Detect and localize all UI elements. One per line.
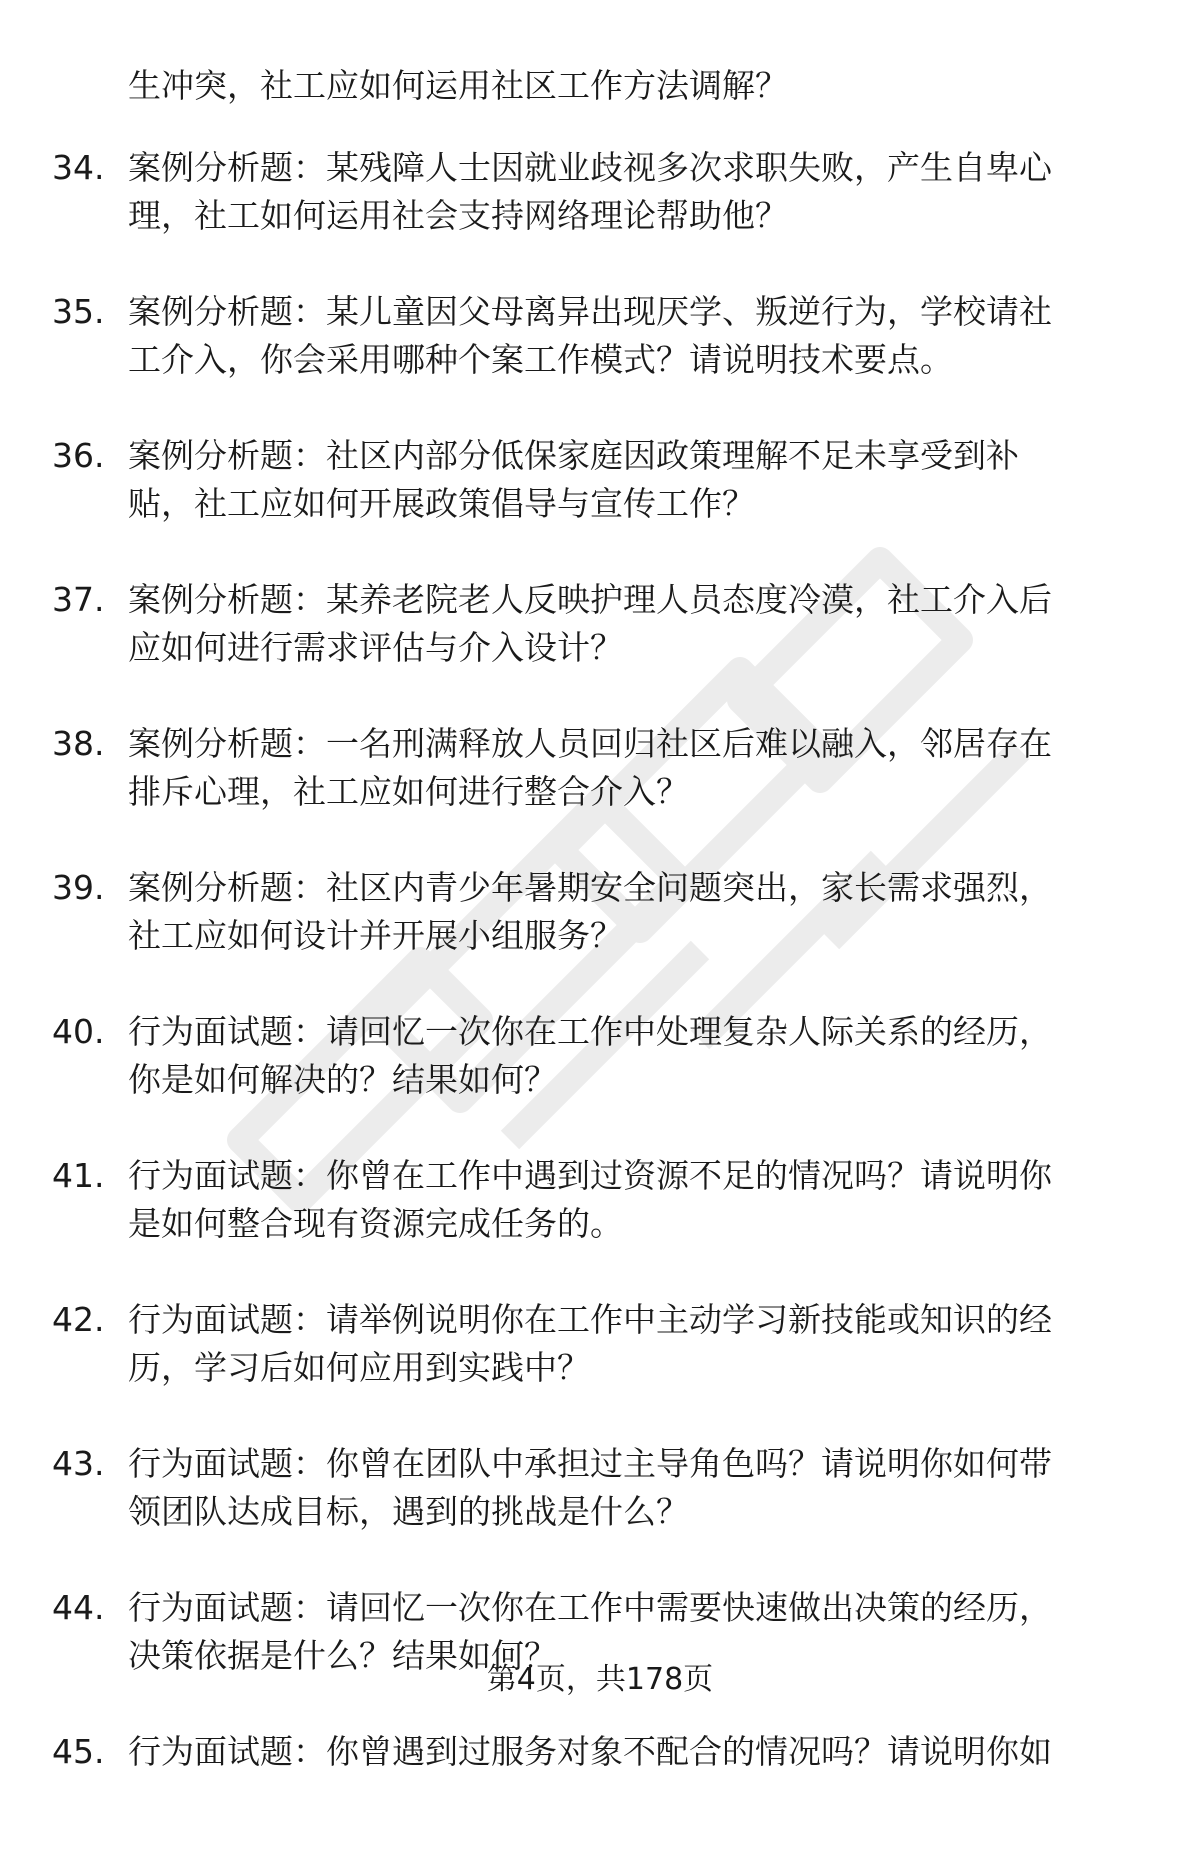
- question-text-line: 案例分析题：某残障人士因就业歧视多次求职失败，产生自卑心: [128, 148, 1052, 187]
- question-number: 42.: [52, 1300, 105, 1339]
- question-text-line: 案例分析题：社区内部分低保家庭因政策理解不足未享受到补: [128, 436, 1019, 475]
- question-list: [0, 144, 1200, 1872]
- question-item: [0, 1152, 1200, 1248]
- question-text-line: 决策依据是什么？结果如何？: [128, 1636, 557, 1675]
- question-item: [0, 1296, 1200, 1392]
- question-number: 39.: [52, 868, 105, 907]
- question-text-line: 领团队达成目标，遇到的挑战是什么？: [128, 1492, 689, 1531]
- question-item: [0, 1008, 1200, 1104]
- question-item: [0, 288, 1200, 384]
- question-number: 37.: [52, 580, 105, 619]
- question-number: 43.: [52, 1444, 105, 1483]
- question-number: 40.: [52, 1012, 105, 1051]
- question-number: 34.: [52, 148, 105, 187]
- question-text-line: 你是如何解决的？结果如何？: [128, 1060, 557, 1099]
- question-text-line: 行为面试题：请举例说明你在工作中主动学习新技能或知识的经: [128, 1300, 1052, 1339]
- question-item: [0, 144, 1200, 240]
- question-text-line: 行为面试题：请回忆一次你在工作中处理复杂人际关系的经历，: [128, 1012, 1052, 1051]
- question-text-line: 行为面试题：你曾在团队中承担过主导角色吗？请说明你如何带: [128, 1444, 1052, 1483]
- question-item: [0, 576, 1200, 672]
- question-number: 45.: [52, 1732, 105, 1771]
- question-number: 36.: [52, 436, 105, 475]
- continuation-text: 生冲突，社工应如何运用社区工作方法调解？: [128, 66, 788, 105]
- question-text-line: 案例分析题：社区内青少年暑期安全问题突出，家长需求强烈，: [128, 868, 1052, 907]
- question-text-line: 行为面试题：请回忆一次你在工作中需要快速做出决策的经历，: [128, 1588, 1052, 1627]
- question-text-line: 工介入，你会采用哪种个案工作模式？请说明技术要点。: [128, 340, 953, 379]
- question-text-line: 历，学习后如何应用到实践中？: [128, 1348, 590, 1387]
- question-number: 44.: [52, 1588, 105, 1627]
- question-text-line: 案例分析题：某养老院老人反映护理人员态度冷漠，社工介入后: [128, 580, 1052, 619]
- question-text-line: 是如何整合现有资源完成任务的。: [128, 1204, 623, 1243]
- question-number: 38.: [52, 724, 105, 763]
- question-item: [0, 1440, 1200, 1536]
- question-text-line: 案例分析题：一名刑满释放人员回归社区后难以融入，邻居存在: [128, 724, 1052, 763]
- question-text-line: 行为面试题：你曾在工作中遇到过资源不足的情况吗？请说明你: [128, 1156, 1052, 1195]
- question-item: [0, 432, 1200, 528]
- question-number: 35.: [52, 292, 105, 331]
- question-item: [0, 864, 1200, 960]
- question-text-line: 应如何进行需求评估与介入设计？: [128, 628, 623, 667]
- page-footer: 第4页，共178页: [486, 1662, 714, 1697]
- question-text-line: 排斥心理，社工应如何进行整合介入？: [128, 772, 689, 811]
- question-item: [0, 720, 1200, 816]
- question-text-line: 行为面试题：你曾遇到过服务对象不配合的情况吗？请说明你如: [128, 1732, 1052, 1771]
- question-item: [0, 1728, 1200, 1824]
- question-text-line: 贴，社工应如何开展政策倡导与宣传工作？: [128, 484, 755, 523]
- question-number: 41.: [52, 1156, 105, 1195]
- question-text-line: 社工应如何设计并开展小组服务？: [128, 916, 623, 955]
- question-text-line: 理，社工如何运用社会支持网络理论帮助他？: [128, 196, 788, 235]
- question-text-line: 案例分析题：某儿童因父母离异出现厌学、叛逆行为，学校请社: [128, 292, 1052, 331]
